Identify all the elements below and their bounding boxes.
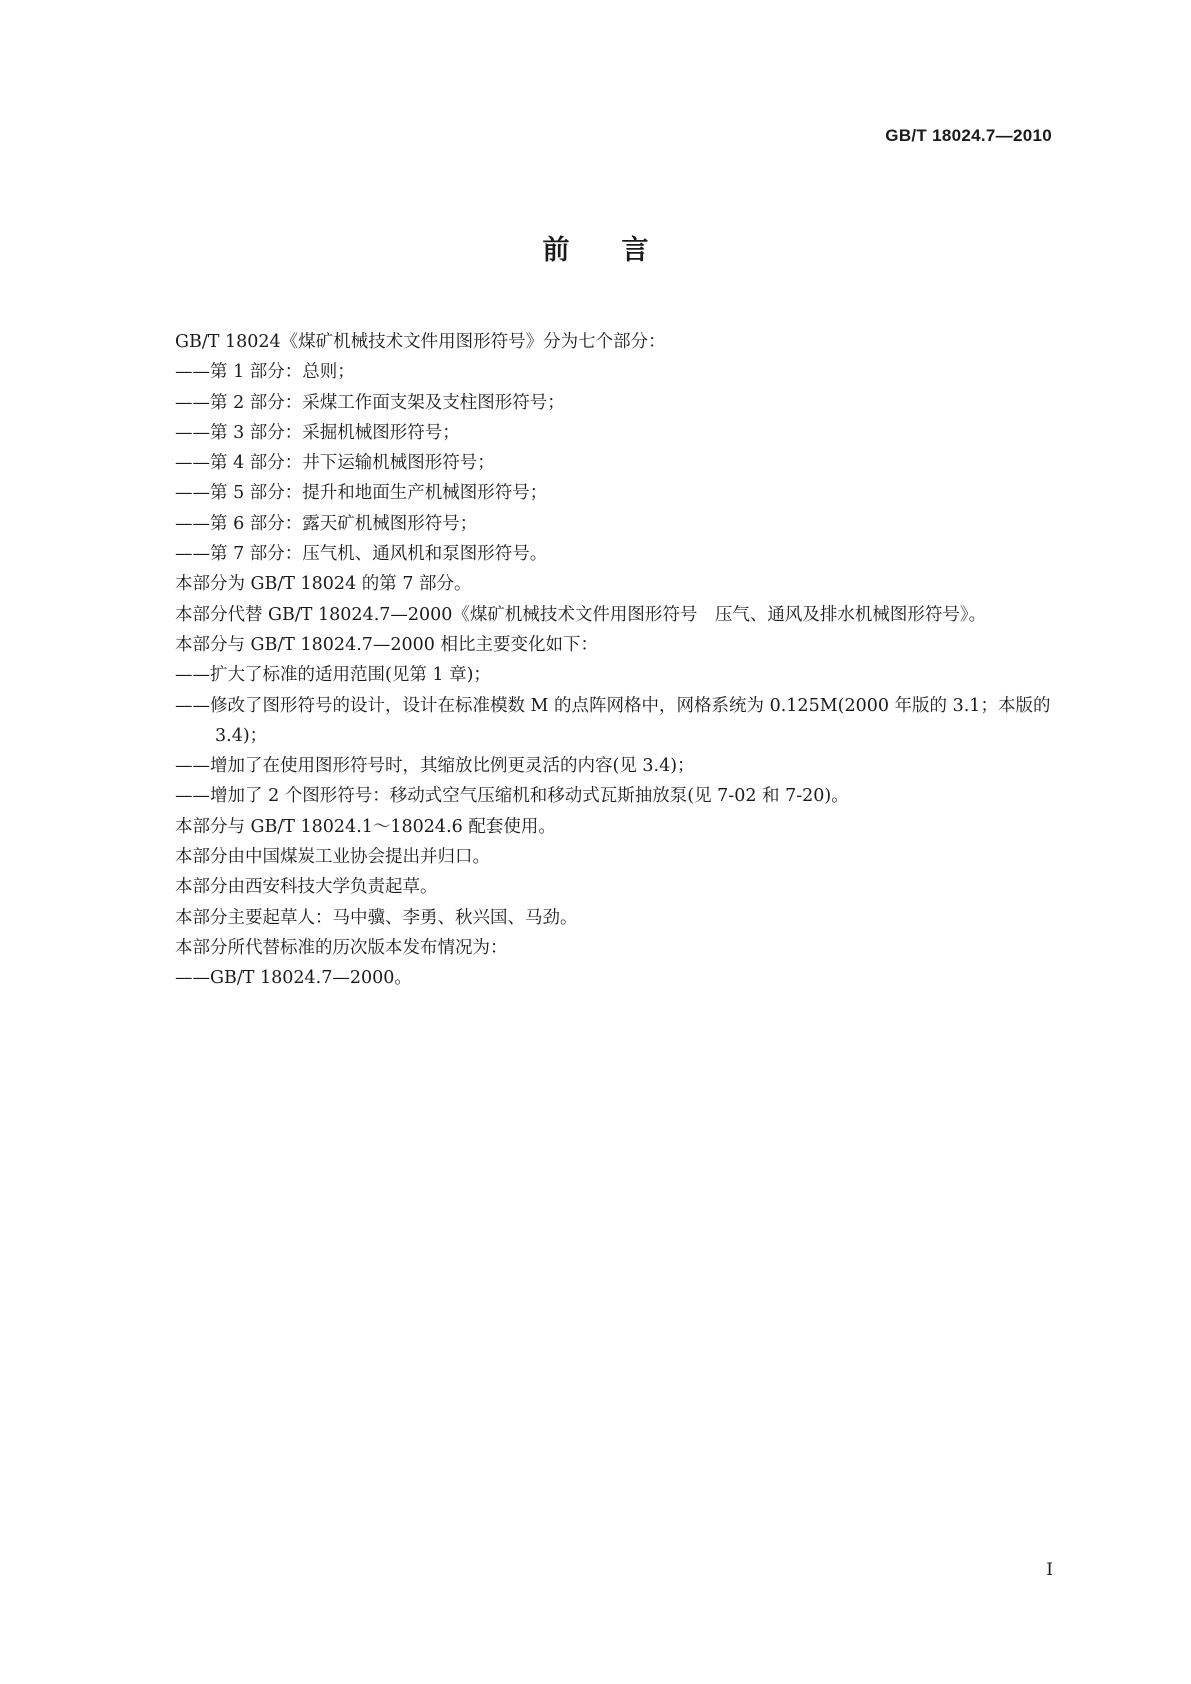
drafters-paragraph: 本部分主要起草人：马中骥、李勇、秋兴国、马劲。 [175,907,578,928]
list-item-history-1: ——GB/T 18024.7—2000。 [175,968,412,989]
standard-code: GB/T 18024.7—2010 [885,126,1052,145]
list-item-part-1: ——第 1 部分：总则； [175,362,355,383]
list-item-change-2: ——修改了图形符号的设计，设计在标准模数 M 的点阵网格中，网格系统为 0.125M(2000 年版的 3.1；本版的 3.4)； [175,695,1051,746]
drafted-by-paragraph: 本部分由西安科技大学负责起草。 [175,877,438,898]
list-item-part-4: ——第 4 部分：井下运输机械图形符号； [175,453,495,474]
replaces-paragraph: 本部分代替 GB/T 18024.7—2000《煤矿机械技术文件用图形符号 压气、通风及排水机械图形符号》。 [175,604,987,625]
list-item-change-4: ——增加了 2 个图形符号：移动式空气压缩机和移动式瓦斯抽放泵(见 7-02 和 7-20)。 [175,786,849,807]
changes-intro-paragraph: 本部分与 GB/T 18024.7—2000 相比主要变化如下： [175,634,598,655]
used-with-paragraph: 本部分与 GB/T 18024.1～18024.6 配套使用。 [175,816,556,837]
foreword-body [135,327,1060,994]
list-item-change-3: ——增加了在使用图形符号时，其缩放比例更灵活的内容(见 3.4)； [175,756,695,777]
list-item-part-2: ——第 2 部分：采煤工作面支架及支柱图形符号； [175,392,565,413]
page-number: I [1046,1560,1053,1580]
this-part-paragraph: 本部分为 GB/T 18024 的第 7 部分。 [175,574,472,595]
history-intro-paragraph: 本部分所代替标准的历次版本发布情况为： [175,937,508,958]
list-item-part-5: ——第 5 部分：提升和地面生产机械图形符号； [175,483,548,504]
list-item-part-7: ——第 7 部分：压气机、通风机和泵图形符号。 [175,544,548,565]
page-title: 前言 [542,235,701,266]
proposed-by-paragraph: 本部分由中国煤炭工业协会提出并归口。 [175,847,490,868]
list-item-change-1: ——扩大了标准的适用范围(见第 1 章)； [175,665,491,686]
list-item-part-6: ——第 6 部分：露天矿机械图形符号； [175,513,478,534]
list-item-part-3: ——第 3 部分：采掘机械图形符号； [175,422,460,443]
intro-paragraph: GB/T 18024《煤矿机械技术文件用图形符号》分为七个部分： [175,332,666,352]
